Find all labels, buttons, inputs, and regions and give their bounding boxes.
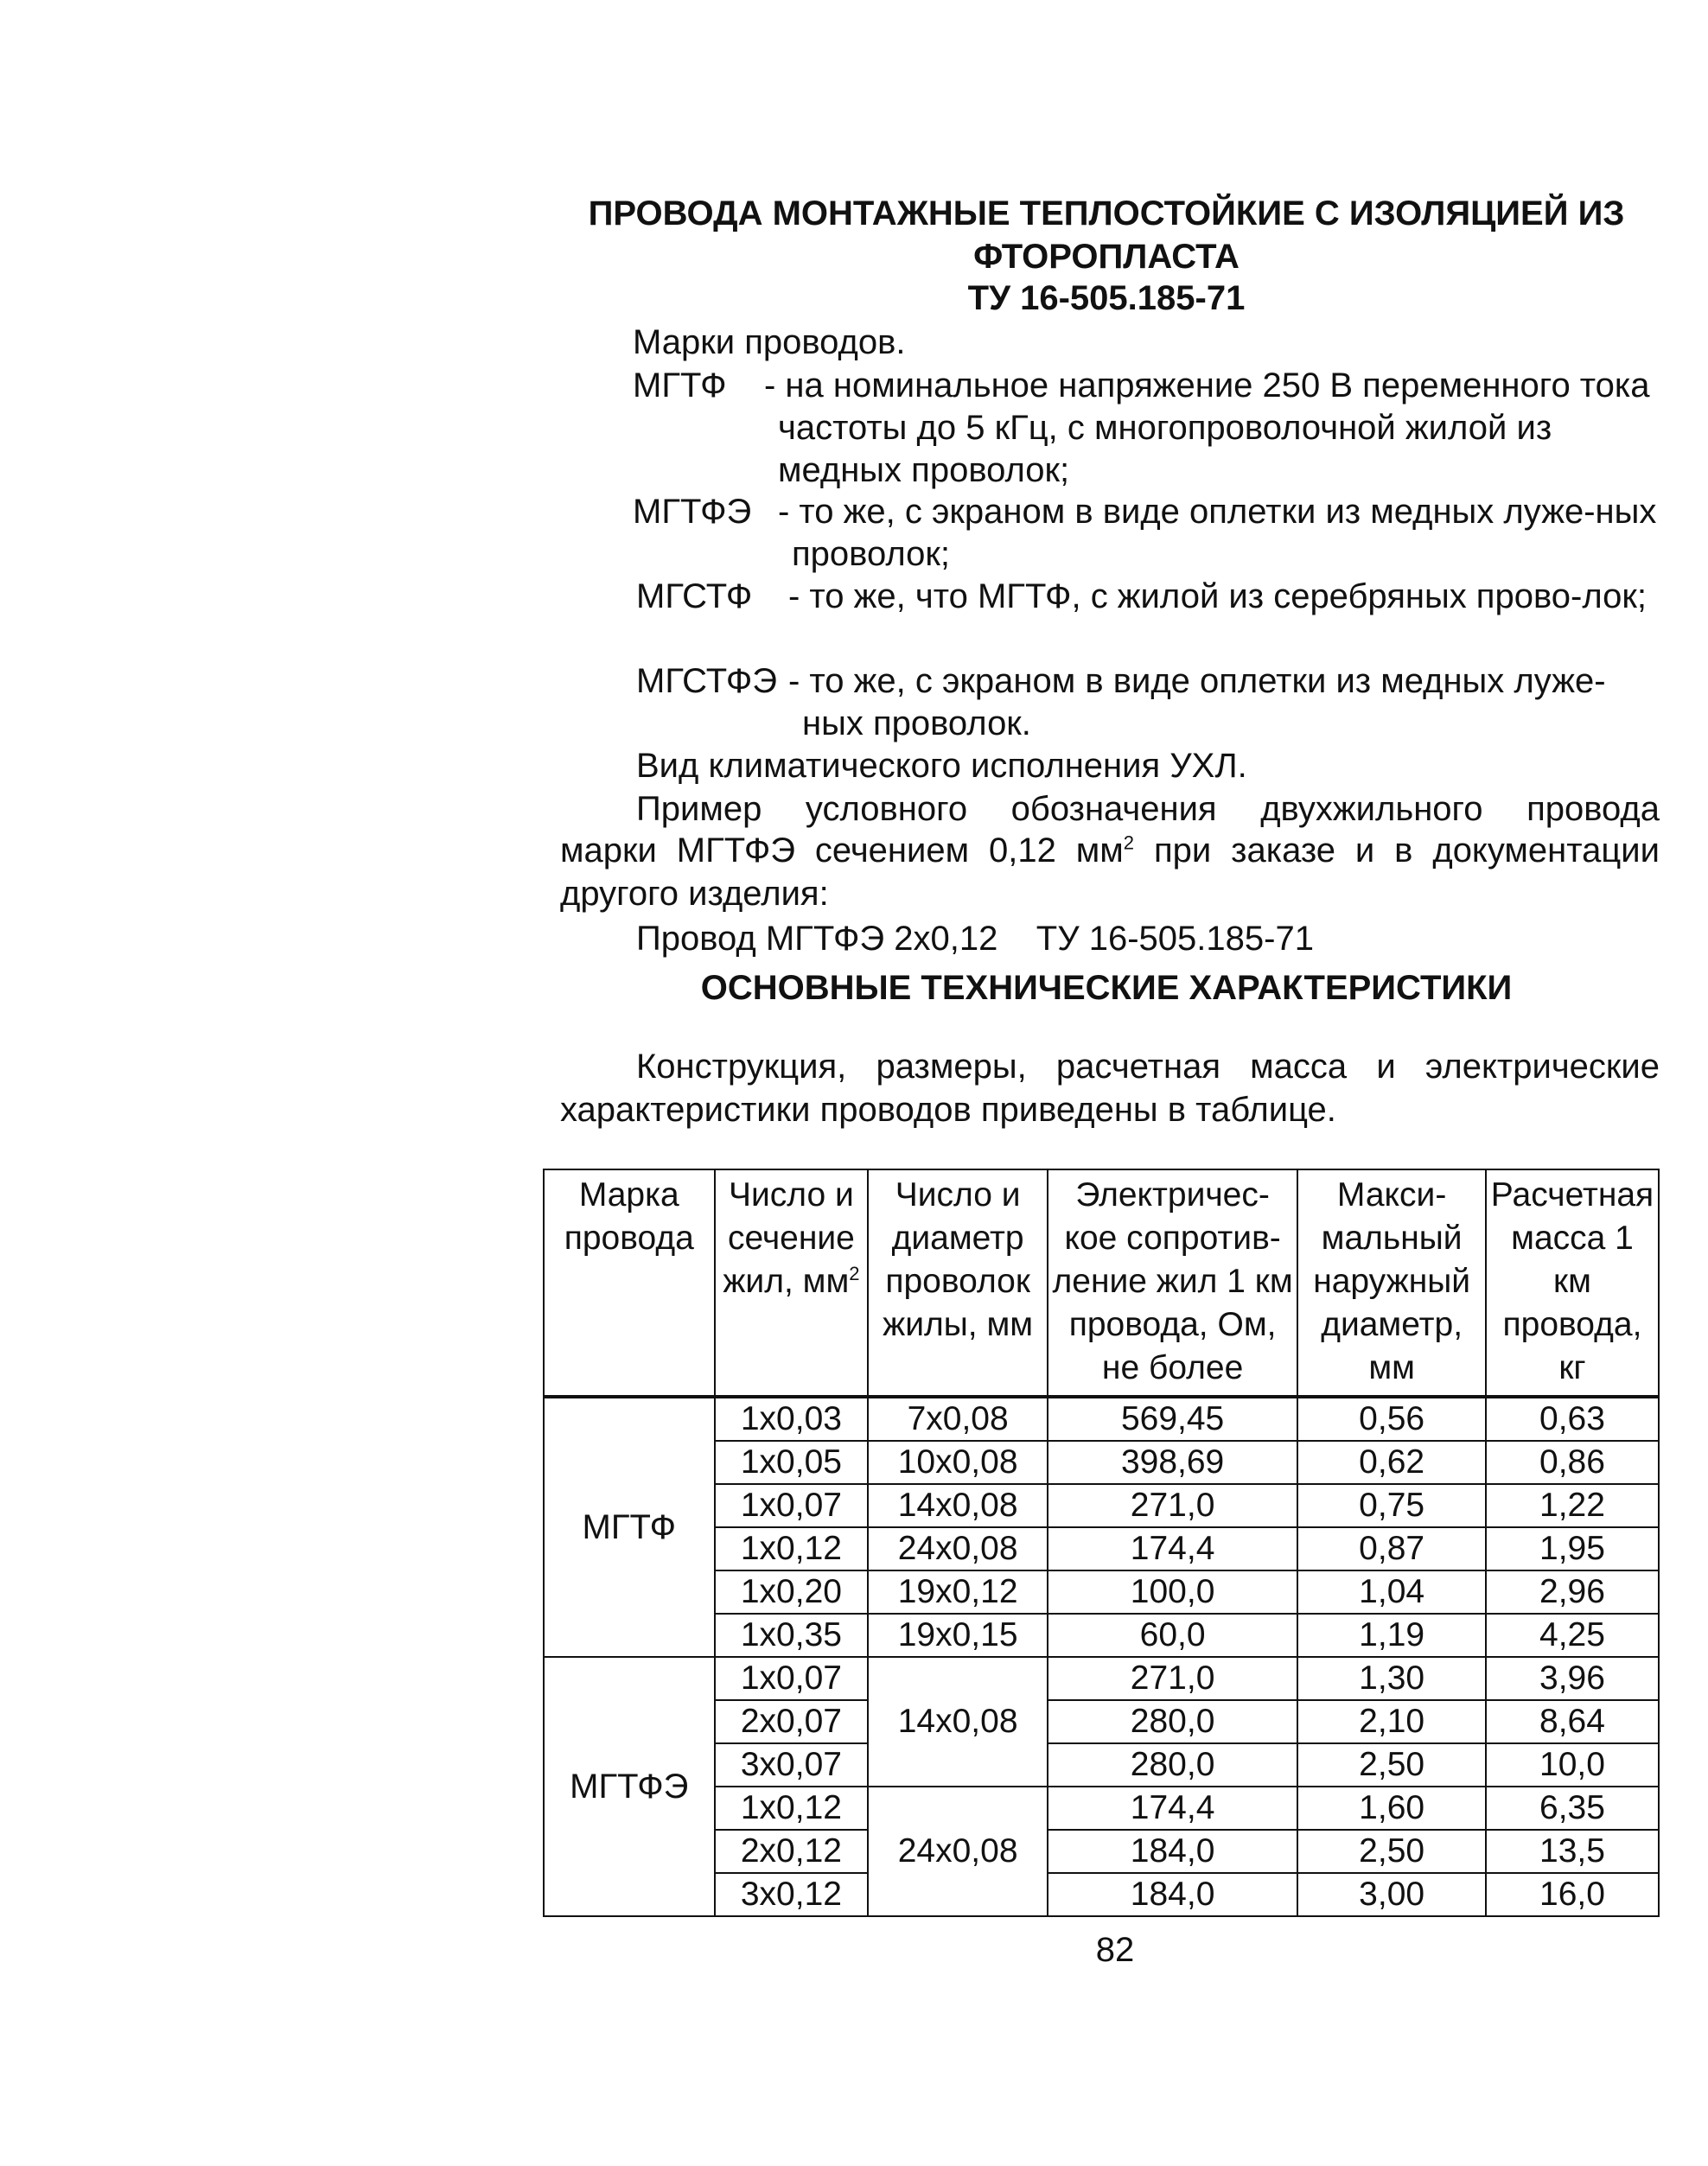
header-mark: Марка провода [544,1169,715,1397]
page-number: 82 [1095,1931,1135,1969]
header-resistance: Электричес-кое сопротив-ление жил 1 км провода, Ом, не более [1048,1169,1297,1397]
mark-code: МГТФЭ [633,493,752,531]
diameter-cell: 2,50 [1297,1830,1486,1873]
mass-cell: 6,35 [1486,1787,1659,1830]
mark-cell: МГТФ [544,1397,715,1657]
mark-code: МГТФ [633,366,727,405]
mark-code: МГСТФ [636,577,753,615]
diameter-cell: 1,30 [1297,1657,1486,1700]
section-text: Конструкция, размеры, расчетная масса и электрические [636,1048,1660,1086]
mark-description: - на номинальное напряжение 250 В переменного тока частоты до 5 кГц, с многопроволочной жилой из медных проволок; [764,366,1650,489]
mass-cell: 16,0 [1486,1873,1659,1916]
example-paragraph-line2: марки МГТФЭ сечением 0,12 $мм^2$ при заказе и в документации [560,831,1660,870]
cores-cell: 3х0,12 [715,1873,869,1916]
resistance-cell: 100,0 [1048,1570,1297,1614]
diameter-cell: 1,04 [1297,1570,1486,1614]
mark-cell: МГТФЭ [544,1657,715,1916]
table-row [544,1397,1659,1441]
marks-intro: Марки проводов. [633,323,906,361]
header-mass: Расчетная масса 1 км провода, кг [1486,1169,1659,1397]
cores-cell: 1х0,03 [715,1397,869,1441]
cores-cell: 1х0,12 [715,1527,869,1570]
wires-cell: 24х0,08 [868,1527,1048,1570]
mass-cell: 4,25 [1486,1614,1659,1657]
resistance-cell: 60,0 [1048,1614,1297,1657]
resistance-cell: 271,0 [1048,1484,1297,1527]
wires-cell: 14х0,08 [868,1657,1048,1787]
cores-cell: 1х0,07 [715,1484,869,1527]
resistance-cell: 280,0 [1048,1700,1297,1743]
diameter-cell: 0,56 [1297,1397,1486,1441]
wires-cell: 10х0,08 [868,1441,1048,1484]
resistance-cell: 569,45 [1048,1397,1297,1441]
mass-cell: 3,96 [1486,1657,1659,1700]
diameter-cell: 0,62 [1297,1441,1486,1484]
header-wires: Число и диаметр проволок жилы, мм [868,1169,1048,1397]
mass-cell: 0,86 [1486,1441,1659,1484]
diameter-cell: 1,19 [1297,1614,1486,1657]
header-diameter: Макси-мальный наружный диаметр, мм [1297,1169,1486,1397]
mass-cell: 8,64 [1486,1700,1659,1743]
mark-code: МГСТФЭ [636,662,778,700]
resistance-cell: 280,0 [1048,1743,1297,1787]
section-text-line2: характеристики проводов приведены в таблице. [560,1091,1336,1129]
mass-cell: 1,95 [1486,1527,1659,1570]
document-standard: ТУ 16-505.185-71 [967,279,1246,317]
cores-cell: 2х0,07 [715,1700,869,1743]
resistance-cell: 184,0 [1048,1830,1297,1873]
mark-description: - то же, с экраном в виде оплетки из медных луже-ных проволок; [778,493,1657,573]
mass-cell: 1,22 [1486,1484,1659,1527]
wires-cell: 19х0,15 [868,1614,1048,1657]
resistance-cell: 184,0 [1048,1873,1297,1916]
example-paragraph-line3: другого изделия: [560,875,829,913]
resistance-cell: 398,69 [1048,1441,1297,1484]
cores-cell: 3х0,07 [715,1743,869,1787]
mass-cell: 2,96 [1486,1570,1659,1614]
wires-cell: 24х0,08 [868,1787,1048,1916]
mark-description: - то же, с экраном в виде оплетки из медных луже-ных проволок. [788,662,1606,742]
wires-cell: 19х0,12 [868,1570,1048,1614]
mass-cell: 10,0 [1486,1743,1659,1787]
example-code: Провод МГТФЭ 2х0,12 ТУ 16-505.185-71 [636,920,1314,958]
document-title: ПРОВОДА МОНТАЖНЫЕ ТЕПЛОСТОЙКИЕ С ИЗОЛЯЦИЕЙ ИЗ [588,194,1625,233]
example-paragraph: Пример условного обозначения двухжильного провода [636,790,1660,828]
cores-cell: 1х0,35 [715,1614,869,1657]
document-title-continued: ФТОРОПЛАСТА [973,238,1240,276]
section-title: ОСНОВНЫЕ ТЕХНИЧЕСКИЕ ХАРАКТЕРИСТИКИ [700,969,1513,1007]
wires-cell: 7х0,08 [868,1397,1048,1441]
resistance-cell: 174,4 [1048,1787,1297,1830]
diameter-cell: 3,00 [1297,1873,1486,1916]
diameter-cell: 2,10 [1297,1700,1486,1743]
cores-cell: 1х0,07 [715,1657,869,1700]
table-header-row [544,1169,1659,1397]
cores-cell: 1х0,12 [715,1787,869,1830]
cores-cell: 1х0,05 [715,1441,869,1484]
specifications-table [543,1169,1660,1917]
resistance-cell: 174,4 [1048,1527,1297,1570]
wires-cell: 14х0,08 [868,1484,1048,1527]
diameter-cell: 2,50 [1297,1743,1486,1787]
cores-cell: 1х0,20 [715,1570,869,1614]
climate-version: Вид климатического исполнения УХЛ. [636,747,1247,785]
mass-cell: 13,5 [1486,1830,1659,1873]
table-row [544,1657,1659,1700]
header-cores: Число и сечение жил, $мм^2$ [715,1169,869,1397]
mark-description: - то же, что МГТФ, с жилой из серебряных прово-лок; [788,577,1647,615]
cores-cell: 2х0,12 [715,1830,869,1873]
resistance-cell: 271,0 [1048,1657,1297,1700]
diameter-cell: 0,75 [1297,1484,1486,1527]
diameter-cell: 0,87 [1297,1527,1486,1570]
mass-cell: 0,63 [1486,1397,1659,1441]
diameter-cell: 1,60 [1297,1787,1486,1830]
